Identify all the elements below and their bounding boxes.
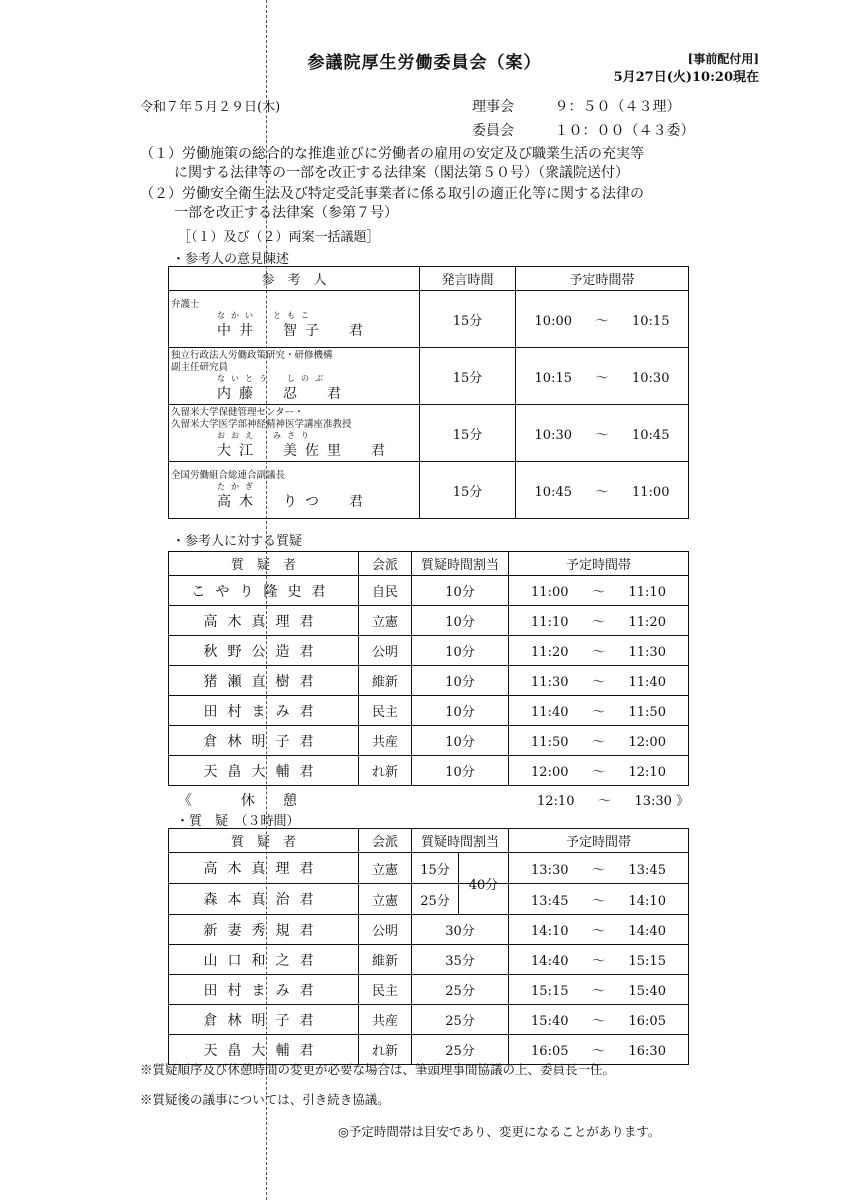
tilde: ～	[591, 984, 605, 999]
tilde: ～	[591, 615, 605, 630]
col-header: 質疑時間割当	[412, 552, 509, 576]
table-row	[169, 696, 689, 726]
agenda-line: 労働安全衛生法及び特定受託事業者に係る取引の適正化等に関する法律の	[182, 186, 644, 202]
duration-cell: 10分	[412, 696, 509, 726]
table-row	[169, 1005, 689, 1035]
as-of-stamp: 5月27日(火)10:20現在	[613, 70, 759, 85]
time-from: 11:50	[531, 735, 569, 750]
tilde: ～	[591, 735, 605, 750]
time-slot	[509, 975, 689, 1005]
witness-org: 弁護士	[171, 298, 200, 310]
recess-label: 休 憩	[240, 793, 297, 809]
time-slot	[509, 606, 689, 636]
questioner-name: 新妻秀規君	[169, 915, 359, 945]
questioner-name: 田村まみ君	[169, 975, 359, 1005]
party-cell: 民主	[359, 696, 412, 726]
col-header: 発言時間	[420, 267, 516, 291]
time-from: 11:30	[531, 675, 569, 690]
duration-cell: 25分	[412, 884, 459, 914]
time-to: 12:10	[628, 765, 666, 780]
time-from: 11:00	[531, 585, 569, 600]
tilde: ～	[595, 484, 609, 500]
schedule-time: ９：５０（４３理）	[554, 99, 681, 115]
time-from: 11:40	[531, 705, 569, 720]
tilde: ～	[591, 645, 605, 660]
tilde: ～	[591, 893, 605, 909]
questioner-name: 倉林明子君	[169, 1005, 359, 1035]
time-slot	[509, 726, 689, 756]
tilde: ～	[591, 585, 605, 600]
time-from: 11:10	[531, 615, 569, 630]
time-to: 15:40	[628, 984, 666, 999]
table-row	[169, 756, 689, 786]
questioner-name: 秋野公造君	[169, 636, 359, 666]
note-2: ※質疑後の議事については、引き続き協議。	[140, 1092, 390, 1107]
section-heading-qa: ・質 疑 （３時間）	[176, 814, 300, 829]
section-heading-witness: ・参考人の意見陳述	[172, 252, 290, 267]
party-cell: 立憲	[359, 853, 412, 884]
recess-open: 《	[178, 793, 192, 809]
witness-name: 高木 りつ 君	[217, 493, 371, 510]
time-slot	[509, 756, 689, 786]
agenda-line: に関する法律等の一部を改正する法律案（閣法第５０号）（衆議院送付）	[174, 165, 629, 181]
questioner-name: こやり隆史君	[169, 576, 359, 606]
questioner-name: 高木真理君	[169, 853, 359, 884]
duration-split	[412, 853, 509, 893]
table-row	[169, 726, 689, 756]
time-to: 13:45	[628, 862, 666, 878]
party-cell: 共産	[359, 726, 412, 756]
witness-ruby: なかい ともこ	[217, 310, 315, 320]
time-to: 15:15	[628, 954, 666, 969]
col-header: 参 考 人	[169, 267, 420, 291]
time-from: 10:00	[534, 313, 572, 329]
duration-cell: 10分	[412, 756, 509, 786]
time-slot	[516, 291, 689, 348]
document-title: 参議院厚生労働委員会（案）	[307, 53, 542, 73]
witness-org: 独立行政法人労働政策研究・研修機構 副主任研究員	[171, 349, 333, 373]
tilde: ～	[591, 765, 605, 780]
questioner-name: 天畠大輔君	[169, 1035, 359, 1065]
party-cell: 維新	[359, 666, 412, 696]
witness-cell	[169, 348, 420, 405]
witness-cell	[169, 462, 420, 519]
tilde: ～	[591, 862, 605, 878]
tilde: ～	[591, 675, 605, 690]
time-from: 13:30	[531, 862, 569, 878]
bundle-note: ［（１）及び（２）両案一括議題］	[178, 230, 380, 245]
witness-ruby: おおえ みさり	[217, 430, 315, 440]
col-header: 質疑時間割当	[412, 829, 509, 853]
col-header: 会派	[359, 552, 412, 576]
time-slot	[516, 348, 689, 405]
table-row	[169, 576, 689, 606]
agenda-number: （２）	[140, 186, 182, 202]
time-from: 12:10	[537, 794, 575, 809]
agenda-number: （１）	[140, 146, 182, 162]
table-row	[169, 405, 689, 462]
table-row	[169, 884, 689, 915]
table-row	[169, 462, 689, 519]
time-to: 10:15	[632, 313, 670, 329]
duration-cell: 15分	[412, 853, 459, 883]
time-from: 10:45	[534, 484, 572, 500]
duration-cell: 10分	[412, 606, 509, 636]
schedule-committee	[472, 120, 694, 140]
recess-time	[537, 790, 689, 809]
party-cell: 維新	[359, 945, 412, 975]
party-cell: 公明	[359, 636, 412, 666]
witness-cell	[169, 291, 420, 348]
duration-cell: 15分	[420, 348, 516, 405]
time-slot	[509, 576, 689, 606]
witness-cell	[169, 405, 420, 462]
duration-cell: 10分	[412, 636, 509, 666]
time-to: 13:30	[634, 794, 672, 809]
questioner-name: 高木真理君	[169, 606, 359, 636]
time-slot	[509, 666, 689, 696]
time-slot	[509, 884, 689, 915]
duration-cell: 10分	[412, 666, 509, 696]
note-1: ※質疑順序及び休憩時間の変更が必要な場合は、筆頭理事間協議の上、委員長一任。	[140, 1062, 616, 1077]
time-to: 11:40	[628, 675, 666, 690]
tilde: ～	[591, 1014, 605, 1029]
table-row	[169, 348, 689, 405]
time-to: 11:00	[632, 484, 670, 500]
table-row	[169, 975, 689, 1005]
distribution-tag: [事前配付用]	[687, 52, 759, 66]
meeting-date: 令和７年５月２９日(木)	[140, 100, 281, 115]
tilde: ～	[591, 705, 605, 720]
witness-ruby: ないとう しのぶ	[217, 373, 329, 383]
table-row	[169, 915, 689, 945]
tilde: ～	[595, 370, 609, 386]
duration-cell: 15分	[420, 462, 516, 519]
time-to: 16:30	[628, 1044, 666, 1059]
col-header: 質 疑 者	[169, 552, 359, 576]
time-from: 15:40	[531, 1014, 569, 1029]
duration-cell: 10分	[412, 576, 509, 606]
time-slot	[509, 945, 689, 975]
time-from: 15:15	[531, 984, 569, 999]
time-to: 14:40	[628, 924, 666, 939]
duration-cell: 15分	[420, 291, 516, 348]
agenda-item-1	[140, 145, 644, 183]
duration-cell: 35分	[412, 945, 509, 975]
agenda-line: 一部を改正する法律案（参第７号）	[174, 205, 398, 221]
questioner-name: 森本真治君	[169, 884, 359, 915]
party-cell: 民主	[359, 975, 412, 1005]
table-row	[169, 666, 689, 696]
time-to: 11:50	[628, 705, 666, 720]
table-row	[169, 945, 689, 975]
qa-table	[168, 828, 689, 1065]
tilde: ～	[591, 954, 605, 969]
col-header: 予定時間帯	[509, 829, 689, 853]
time-from: 13:45	[531, 893, 569, 909]
duration-cell: 25分	[412, 1035, 509, 1065]
duration-cell: 15分	[420, 405, 516, 462]
witness-org: 久留米大学保健管理センター・ 久留米大学医学部神経精神医学講座准教授	[171, 406, 352, 430]
party-cell: 自民	[359, 576, 412, 606]
tilde: ～	[591, 1044, 605, 1059]
time-to: 11:10	[628, 585, 666, 600]
schedule-label: 委員会	[472, 123, 514, 139]
time-slot	[509, 853, 689, 884]
time-from: 10:30	[534, 427, 572, 443]
party-cell: 共産	[359, 1005, 412, 1035]
note-3: ◎予定時間帯は目安であり、変更になることがあります。	[338, 1124, 661, 1139]
table-row	[169, 606, 689, 636]
questioner-name: 田村まみ君	[169, 696, 359, 726]
recess-close: 》	[676, 794, 690, 809]
party-cell: れ新	[359, 1035, 412, 1065]
time-slot	[509, 915, 689, 945]
time-to: 10:30	[632, 370, 670, 386]
col-header: 予定時間帯	[509, 552, 689, 576]
time-from: 16:05	[531, 1044, 569, 1059]
questioner-name: 天畠大輔君	[169, 756, 359, 786]
time-slot	[516, 462, 689, 519]
schedule-label: 理事会	[472, 99, 514, 115]
questioner-name: 山口和之君	[169, 945, 359, 975]
time-from: 10:15	[534, 370, 572, 386]
duration-total: 40分	[468, 877, 499, 893]
party-cell: 立憲	[359, 606, 412, 636]
party-cell: 立憲	[359, 884, 412, 915]
witness-name: 大江 美佐里 君	[217, 442, 393, 459]
table-row	[169, 291, 689, 348]
time-to: 11:20	[628, 615, 666, 630]
witness-table	[168, 266, 689, 519]
time-slot	[509, 1005, 689, 1035]
witness-ruby: たかぎ	[217, 481, 259, 491]
agenda-item-2	[140, 185, 644, 223]
witness-name: 内藤 忍 君	[217, 385, 349, 402]
col-header: 質 疑 者	[169, 829, 359, 853]
time-slot	[509, 696, 689, 726]
time-to: 12:00	[628, 735, 666, 750]
tilde: ～	[597, 794, 611, 809]
time-to: 11:30	[628, 645, 666, 660]
questioner-name: 倉林明子君	[169, 726, 359, 756]
section-heading-qa-witness: ・参考人に対する質疑	[172, 534, 303, 549]
time-from: 12:00	[531, 765, 569, 780]
col-header: 会派	[359, 829, 412, 853]
time-to: 10:45	[632, 427, 670, 443]
questioner-name: 猪瀬直樹君	[169, 666, 359, 696]
duration-cell: 10分	[412, 726, 509, 756]
recess-row	[178, 790, 297, 810]
time-to: 14:10	[628, 893, 666, 909]
schedule-time: １０：００（４３委）	[554, 123, 695, 139]
qa-witness-table	[168, 551, 689, 786]
party-cell: 公明	[359, 915, 412, 945]
time-from: 11:20	[531, 645, 569, 660]
col-header: 予定時間帯	[516, 267, 689, 291]
duration-cell: 30分	[412, 915, 509, 945]
party-cell: れ新	[359, 756, 412, 786]
agenda-line: 労働施策の総合的な推進並びに労働者の雇用の安定及び職業生活の充実等	[182, 146, 644, 162]
time-from: 14:10	[531, 924, 569, 939]
duration-cell: 25分	[412, 975, 509, 1005]
witness-org: 全国労働組合総連合副議長	[171, 469, 286, 481]
tilde: ～	[595, 313, 609, 329]
tilde: ～	[595, 427, 609, 443]
time-slot	[509, 636, 689, 666]
time-to: 16:05	[628, 1014, 666, 1029]
table-row	[169, 853, 689, 884]
time-from: 14:40	[531, 954, 569, 969]
time-slot	[516, 405, 689, 462]
table-row	[169, 636, 689, 666]
schedule-board	[472, 96, 680, 116]
tilde: ～	[591, 924, 605, 939]
duration-cell: 25分	[412, 1005, 509, 1035]
witness-name: 中井 智子 君	[217, 322, 371, 339]
